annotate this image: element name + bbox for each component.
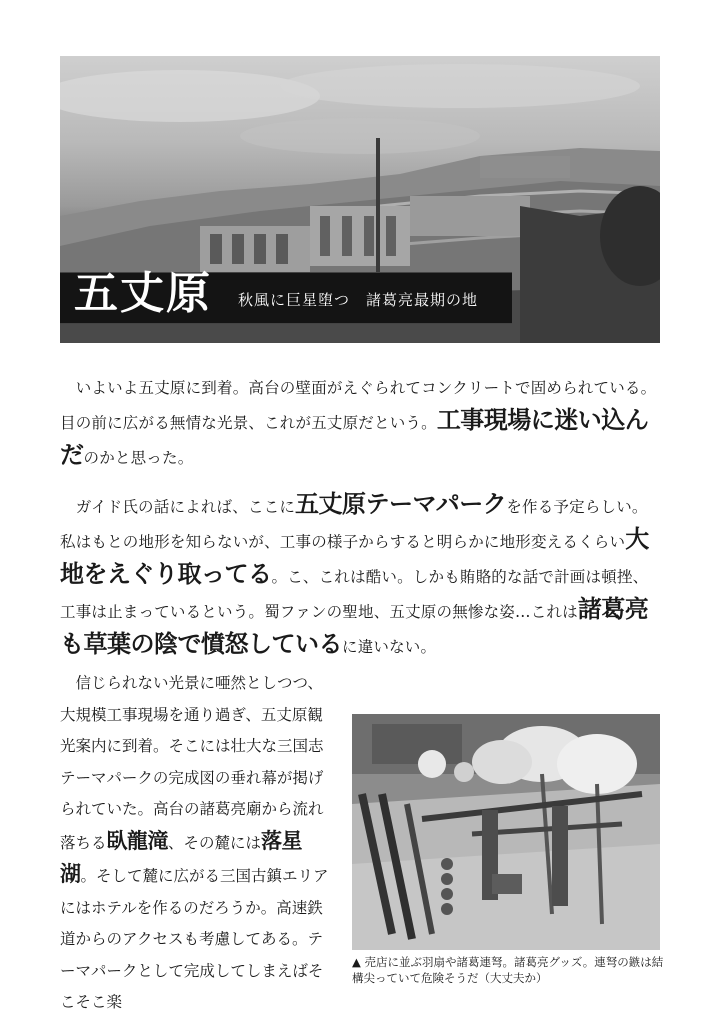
paragraph-3-text-1: 信じられない光景に唖然としつつ、大規模工事現場を通り過ぎ、五丈原観光案内に到着。そこには壮大な三国志テーマパークの完成図の垂れ幕が掲げられていた。高台の諸葛亮廟から流れ落ちる: [60, 674, 324, 852]
paragraph-1-text-2: のかと思った。: [83, 449, 194, 467]
paragraph-1-emphasis-1: 工事現場に迷い込んだ: [60, 406, 649, 469]
paragraph-2-emphasis-3: 諸葛亮も草葉の陰で憤怒している: [60, 595, 649, 658]
paragraph-1: [60, 372, 660, 474]
page-subtitle: 秋風に巨星堕つ 諸葛亮最期の地: [238, 291, 479, 309]
page-title: 五丈原: [74, 268, 212, 319]
paragraph-2-emphasis-1: 五丈原テーマパーク: [295, 490, 507, 518]
paragraph-2: [60, 488, 660, 663]
paragraph-2-text-3: 。こ、これは酷い。しかも賄賂的な話で計画は頓挫、工事は止まっているという。蜀ファンの聖地、五丈原の無惨な姿…これは: [60, 568, 649, 621]
paragraph-2-text-1: ガイド氏の話によれば、ここに: [75, 498, 296, 516]
hero-photo: [60, 56, 660, 343]
paragraph-1-text-1: いよいよ五丈原に到着。高台の壁面がえぐられてコンクリートで固められている。目の前に広がる無情な光景、これが五丈原だという。: [60, 379, 657, 432]
paragraph-3: [60, 668, 336, 1019]
paragraph-2-text-4: に違いない。: [342, 638, 437, 656]
shop-photo: [352, 714, 660, 950]
paragraph-2-emphasis-2: 大地をえぐり取ってる: [60, 525, 649, 588]
shop-goods-image: [352, 714, 660, 950]
paragraph-3-emphasis-1: 臥龍滝: [106, 828, 169, 853]
paragraph-3-emphasis-2: 落星湖: [60, 828, 303, 886]
paragraph-2-text-2: を作る予定らしい。私はもとの地形を知らないが、工事の様子からすると明らかに地形変えるくらい: [60, 498, 648, 551]
paragraph-3-text-2: 、その麓には: [168, 833, 262, 852]
photo-caption: ▲ 売店に並ぶ羽扇や諸葛連弩。諸葛亮グッズ。連弩の鏃は結構尖っていて危険そうだ（大丈夫か）: [352, 955, 664, 985]
paragraph-3-text-3: 。そして麓に広がる三国古鎮エリアにはホテルを作るのだろうか。高速鉄道からのアクセスも考慮してある。テーマパークとして完成してしまえばそこそこ楽: [60, 867, 329, 1011]
